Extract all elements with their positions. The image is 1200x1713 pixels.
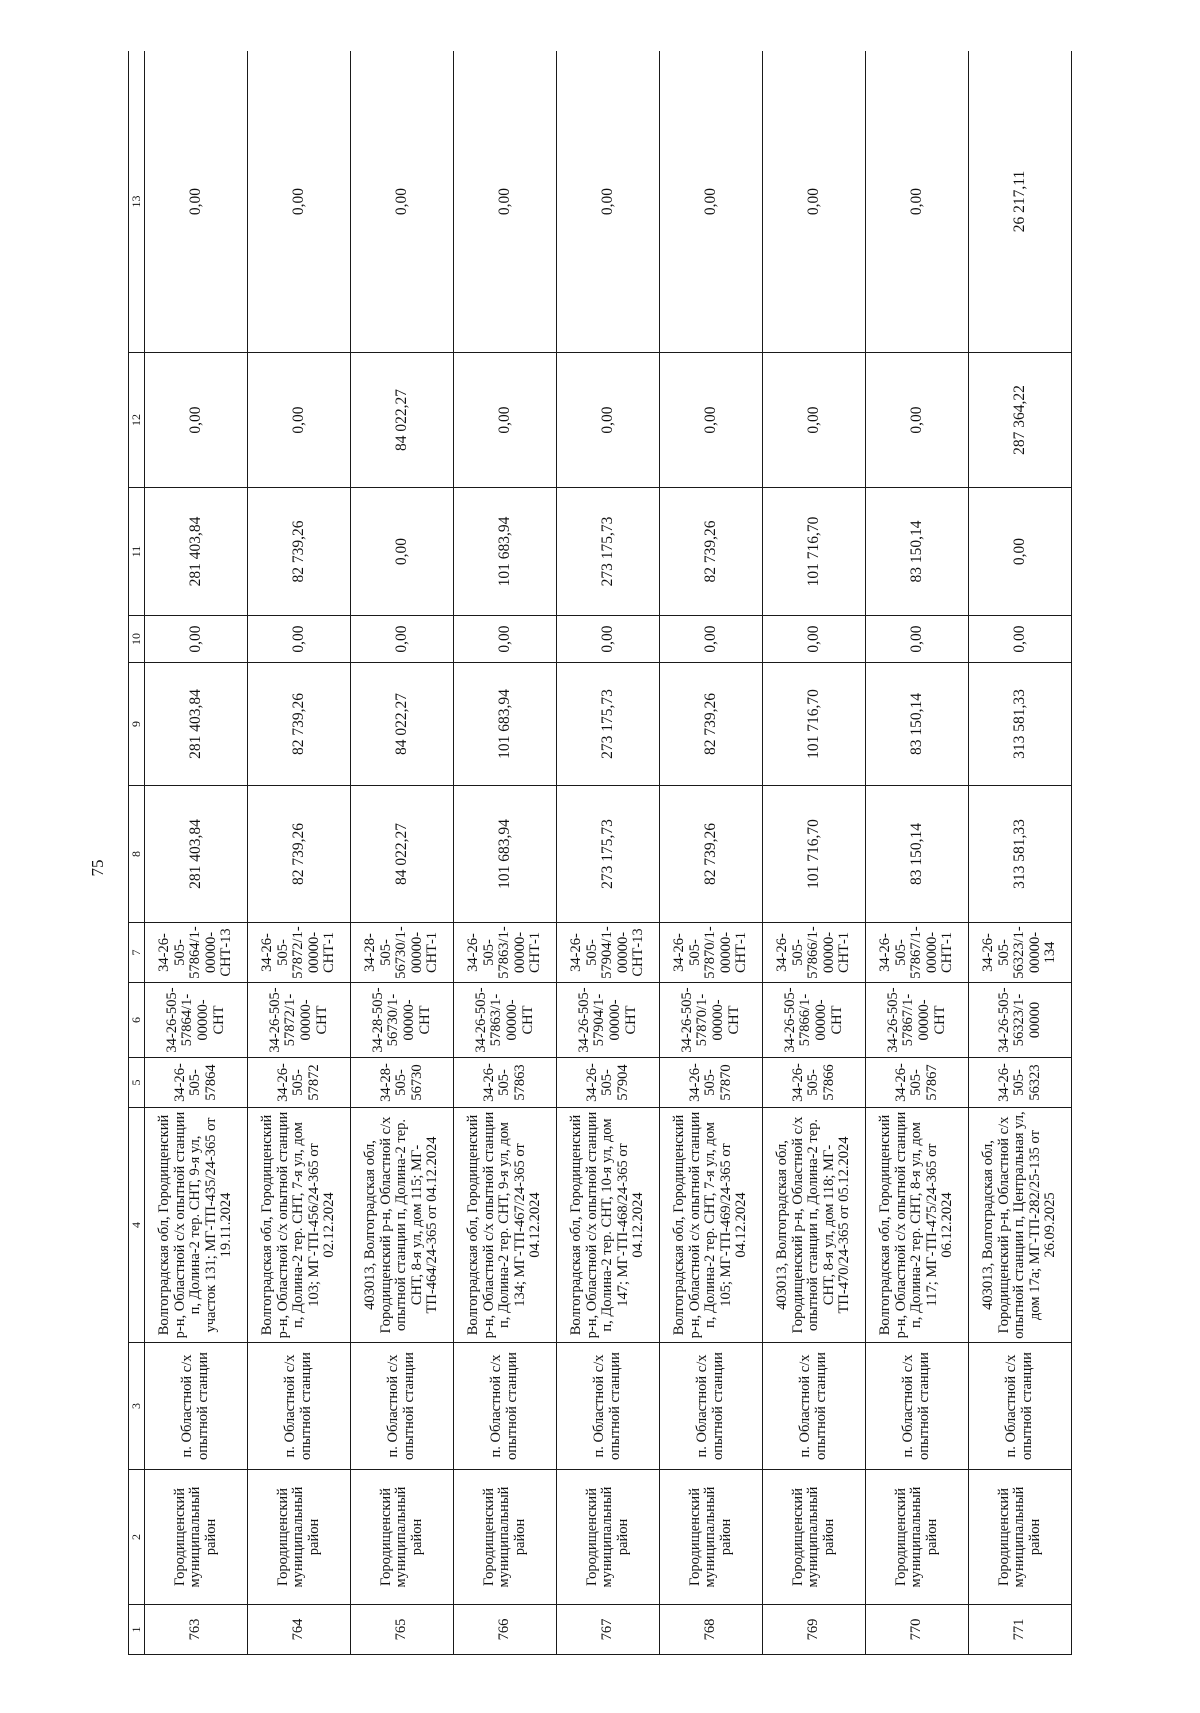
header-cell: 3 bbox=[129, 1343, 145, 1470]
table-cell: 0,00 bbox=[557, 353, 660, 488]
table-cell: 0,00 bbox=[866, 353, 969, 488]
table-cell: п. Областной с/х опытной станции bbox=[557, 1343, 660, 1470]
table-cell: 0,00 bbox=[866, 616, 969, 663]
table-cell: 0,00 bbox=[763, 353, 866, 488]
table-cell: 281 403,84 bbox=[145, 663, 248, 786]
table-cell: 767 bbox=[557, 1605, 660, 1655]
table-cell: Городищенский муниципальный район bbox=[248, 1470, 351, 1605]
table-cell: 34-26-505-57866 bbox=[763, 1058, 866, 1108]
table-cell: 0,00 bbox=[351, 616, 454, 663]
table-cell: 0,00 bbox=[660, 51, 763, 353]
table-cell: 34-28-505-56730/1-00000-СНТ-1 bbox=[351, 923, 454, 983]
header-cell: 12 bbox=[129, 353, 145, 488]
table-cell: п. Областной с/х опытной станции bbox=[351, 1343, 454, 1470]
table-cell: Волгоградская обл, Городищенский р-н, Областной с/х опытной станции п, Долина-2 тер. СНТ, 8-я ул, дом 117; МГ-ТП-475/24-365 от 06.12.2024 bbox=[866, 1108, 969, 1343]
table-cell: 82 739,26 bbox=[660, 786, 763, 923]
table-cell: 273 175,73 bbox=[557, 663, 660, 786]
table-cell: 313 581,33 bbox=[969, 786, 1072, 923]
table-cell: 34-26-505-57904 bbox=[557, 1058, 660, 1108]
table-cell: 313 581,33 bbox=[969, 663, 1072, 786]
table-cell: п. Областной с/х опытной станции bbox=[969, 1343, 1072, 1470]
table-cell: 0,00 bbox=[351, 488, 454, 616]
header-cell: 11 bbox=[129, 488, 145, 616]
table-cell: 34-26-505-56323/1-00000 bbox=[969, 983, 1072, 1058]
table-cell: 101 683,94 bbox=[454, 663, 557, 786]
table-cell: 0,00 bbox=[660, 616, 763, 663]
table-cell: 82 739,26 bbox=[248, 786, 351, 923]
table-cell: 281 403,84 bbox=[145, 488, 248, 616]
table-cell: 771 bbox=[969, 1605, 1072, 1655]
table-cell: 0,00 bbox=[763, 51, 866, 353]
table-cell: 26 217,11 bbox=[969, 51, 1072, 353]
table-cell: 273 175,73 bbox=[557, 488, 660, 616]
table-cell: Городищенский муниципальный район bbox=[969, 1470, 1072, 1605]
table-cell: 84 022,27 bbox=[351, 663, 454, 786]
table-cell: Волгоградская обл, Городищенский р-н, Областной с/х опытной станции п, Долина-2 тер. СНТ, 7-я ул, дом 105; МГ-ТП-469/24-365 от 04.12.2024 bbox=[660, 1108, 763, 1343]
header-cell: 7 bbox=[129, 923, 145, 983]
table-cell: Городищенский муниципальный район bbox=[866, 1470, 969, 1605]
table-cell: п. Областной с/х опытной станции bbox=[866, 1343, 969, 1470]
table-cell: 101 683,94 bbox=[454, 488, 557, 616]
table-cell: 764 bbox=[248, 1605, 351, 1655]
header-cell: 5 bbox=[129, 1058, 145, 1108]
table-cell: Городищенский муниципальный район bbox=[145, 1470, 248, 1605]
table-cell: 0,00 bbox=[145, 353, 248, 488]
table-cell: 0,00 bbox=[145, 51, 248, 353]
table-cell: 0,00 bbox=[248, 353, 351, 488]
table-body bbox=[129, 51, 1072, 1655]
table-cell: 0,00 bbox=[248, 51, 351, 353]
table-cell: 34-26-505-57863/1-00000-СНТ bbox=[454, 983, 557, 1058]
table-row bbox=[351, 51, 454, 1655]
table-cell: п. Областной с/х опытной станции bbox=[248, 1343, 351, 1470]
header-cell: 9 bbox=[129, 663, 145, 786]
table-cell: 34-26-505-57866/1-00000-СНТ bbox=[763, 983, 866, 1058]
table-cell: 287 364,22 bbox=[969, 353, 1072, 488]
header-cell: 1 bbox=[129, 1605, 145, 1655]
header-cell: 4 bbox=[129, 1108, 145, 1343]
header-cell: 10 bbox=[129, 616, 145, 663]
table-cell: 0,00 bbox=[351, 51, 454, 353]
table-cell: 765 bbox=[351, 1605, 454, 1655]
header-cell: 2 bbox=[129, 1470, 145, 1605]
table-cell: 34-26-505-57864/1-00000-СНТ-13 bbox=[145, 923, 248, 983]
table-cell: 0,00 bbox=[763, 616, 866, 663]
table-cell: 34-28-505-56730/1-00000-СНТ bbox=[351, 983, 454, 1058]
table-cell: Городищенский муниципальный район bbox=[763, 1470, 866, 1605]
table-cell: п. Областной с/х опытной станции bbox=[660, 1343, 763, 1470]
table-cell: 101 683,94 bbox=[454, 786, 557, 923]
table-row bbox=[145, 51, 248, 1655]
table-cell: 0,00 bbox=[454, 616, 557, 663]
table-cell: п. Областной с/х опытной станции bbox=[145, 1343, 248, 1470]
table-cell: 83 150,14 bbox=[866, 786, 969, 923]
table-cell: 0,00 bbox=[145, 616, 248, 663]
table-cell: 0,00 bbox=[454, 353, 557, 488]
table-cell: 83 150,14 bbox=[866, 663, 969, 786]
table-cell: 101 716,70 bbox=[763, 663, 866, 786]
table-cell: п. Областной с/х опытной станции bbox=[763, 1343, 866, 1470]
table-cell: 763 bbox=[145, 1605, 248, 1655]
header-cell: 13 bbox=[129, 51, 145, 353]
header-cell: 6 bbox=[129, 983, 145, 1058]
table-cell: 766 bbox=[454, 1605, 557, 1655]
table-cell: п. Областной с/х опытной станции bbox=[454, 1343, 557, 1470]
table-cell: 82 739,26 bbox=[660, 663, 763, 786]
table-cell: 34-28-505-56730 bbox=[351, 1058, 454, 1108]
table-cell: Городищенский муниципальный район bbox=[557, 1470, 660, 1605]
table-cell: 34-26-505-57904/1-00000-СНТ bbox=[557, 983, 660, 1058]
table-cell: 34-26-505-57904/1-00000-СНТ-13 bbox=[557, 923, 660, 983]
table-cell: 101 716,70 bbox=[763, 786, 866, 923]
table-cell: 403013, Волгоградская обл, Городищенский р-н, Областной с/х опытной станции п, Долина-2 тер. СНТ, 8-я ул, дом 115; МГ-ТП-464/24-365 от 04.12.2024 bbox=[351, 1108, 454, 1343]
table-cell: 0,00 bbox=[454, 51, 557, 353]
table-cell: Волгоградская обл, Городищенский р-н, Областной с/х опытной станции п, Долина-2 тер. СНТ, 9-я ул, дом 134; МГ-ТП-467/24-365 от 04.12.2024 bbox=[454, 1108, 557, 1343]
table-cell: 34-26-505-57870/1-00000-СНТ-1 bbox=[660, 923, 763, 983]
table-cell: 0,00 bbox=[557, 51, 660, 353]
table-cell: 769 bbox=[763, 1605, 866, 1655]
rotated-table-container bbox=[128, 51, 1072, 1655]
table-cell: Городищенский муниципальный район bbox=[660, 1470, 763, 1605]
table-cell: 403013, Волгоградская обл, Городищенский р-н, Областной с/х опытной станции п, Центральная ул, дом 17а; МГ-ТП-282/25-135 от 26.09.2025 bbox=[969, 1108, 1072, 1343]
table-cell: 34-26-505-56323/1-00000-134 bbox=[969, 923, 1072, 983]
table-cell: 34-26-505-57867/1-00000-СНТ bbox=[866, 983, 969, 1058]
table-cell: 34-26-505-57867 bbox=[866, 1058, 969, 1108]
header-row bbox=[129, 51, 145, 1655]
header-cell: 8 bbox=[129, 786, 145, 923]
table-cell: 34-26-505-57864/1-00000-СНТ bbox=[145, 983, 248, 1058]
table-cell: 0,00 bbox=[969, 488, 1072, 616]
table-row bbox=[969, 51, 1072, 1655]
table-cell: 0,00 bbox=[866, 51, 969, 353]
table-cell: 768 bbox=[660, 1605, 763, 1655]
table-cell: 84 022,27 bbox=[351, 353, 454, 488]
table-cell: 34-26-505-57872/1-00000-СНТ-1 bbox=[248, 923, 351, 983]
table-cell: 82 739,26 bbox=[248, 663, 351, 786]
table-row bbox=[660, 51, 763, 1655]
table-cell: 82 739,26 bbox=[248, 488, 351, 616]
table-row bbox=[248, 51, 351, 1655]
table-row bbox=[763, 51, 866, 1655]
page-number: 75 bbox=[88, 859, 107, 877]
table-cell: 34-26-505-57866/1-00000-СНТ-1 bbox=[763, 923, 866, 983]
table-viewport bbox=[128, 51, 1072, 1655]
table-row bbox=[866, 51, 969, 1655]
table-cell: 0,00 bbox=[660, 353, 763, 488]
table-cell: 281 403,84 bbox=[145, 786, 248, 923]
table-cell: Волгоградская обл, Городищенский р-н, Областной с/х опытной станции п, Долина-2 тер. СНТ, 10-я ул, дом 147; МГ-ТП-468/24-365 от 04.12.2024 bbox=[557, 1108, 660, 1343]
table-cell: 34-26-505-57870 bbox=[660, 1058, 763, 1108]
table-cell: Волгоградская обл, Городищенский р-н, Областной с/х опытной станции п, Долина-2 тер. СНТ, 9-я ул, участок 131; МГ-ТП-435/24-365 от 19.11.2024 bbox=[145, 1108, 248, 1343]
table-cell: 34-26-505-57872 bbox=[248, 1058, 351, 1108]
table-cell: 34-26-505-56323 bbox=[969, 1058, 1072, 1108]
table-cell: 34-26-505-57863/1-00000-СНТ-1 bbox=[454, 923, 557, 983]
table-cell: Волгоградская обл, Городищенский р-н, Областной с/х опытной станции п, Долина-2 тер. СНТ, 7-я ул, дом 103; МГ-ТП-456/24-365 от 02.12.2024 bbox=[248, 1108, 351, 1343]
data-table bbox=[128, 51, 1072, 1655]
table-cell: Городищенский муниципальный район bbox=[454, 1470, 557, 1605]
table-cell: 0,00 bbox=[557, 616, 660, 663]
table-cell: 83 150,14 bbox=[866, 488, 969, 616]
table-cell: 34-26-505-57870/1-00000-СНТ bbox=[660, 983, 763, 1058]
table-cell: 0,00 bbox=[969, 616, 1072, 663]
table-cell: 0,00 bbox=[248, 616, 351, 663]
table-cell: Городищенский муниципальный район bbox=[351, 1470, 454, 1605]
table-cell: 34-26-505-57872/1-00000-СНТ bbox=[248, 983, 351, 1058]
table-cell: 101 716,70 bbox=[763, 488, 866, 616]
table-cell: 84 022,27 bbox=[351, 786, 454, 923]
table-row bbox=[454, 51, 557, 1655]
table-cell: 770 bbox=[866, 1605, 969, 1655]
table-cell: 273 175,73 bbox=[557, 786, 660, 923]
table-cell: 34-26-505-57867/1-00000-СНТ-1 bbox=[866, 923, 969, 983]
table-cell: 403013, Волгоградская обл, Городищенский р-н, Областной с/х опытной станции п, Долина-2 тер. СНТ, 8-я ул, дом 118; МГ-ТП-470/24-365 от 05.12.2024 bbox=[763, 1108, 866, 1343]
table-cell: 34-26-505-57863 bbox=[454, 1058, 557, 1108]
table-row bbox=[557, 51, 660, 1655]
table-cell: 82 739,26 bbox=[660, 488, 763, 616]
table-cell: 34-26-505-57864 bbox=[145, 1058, 248, 1108]
